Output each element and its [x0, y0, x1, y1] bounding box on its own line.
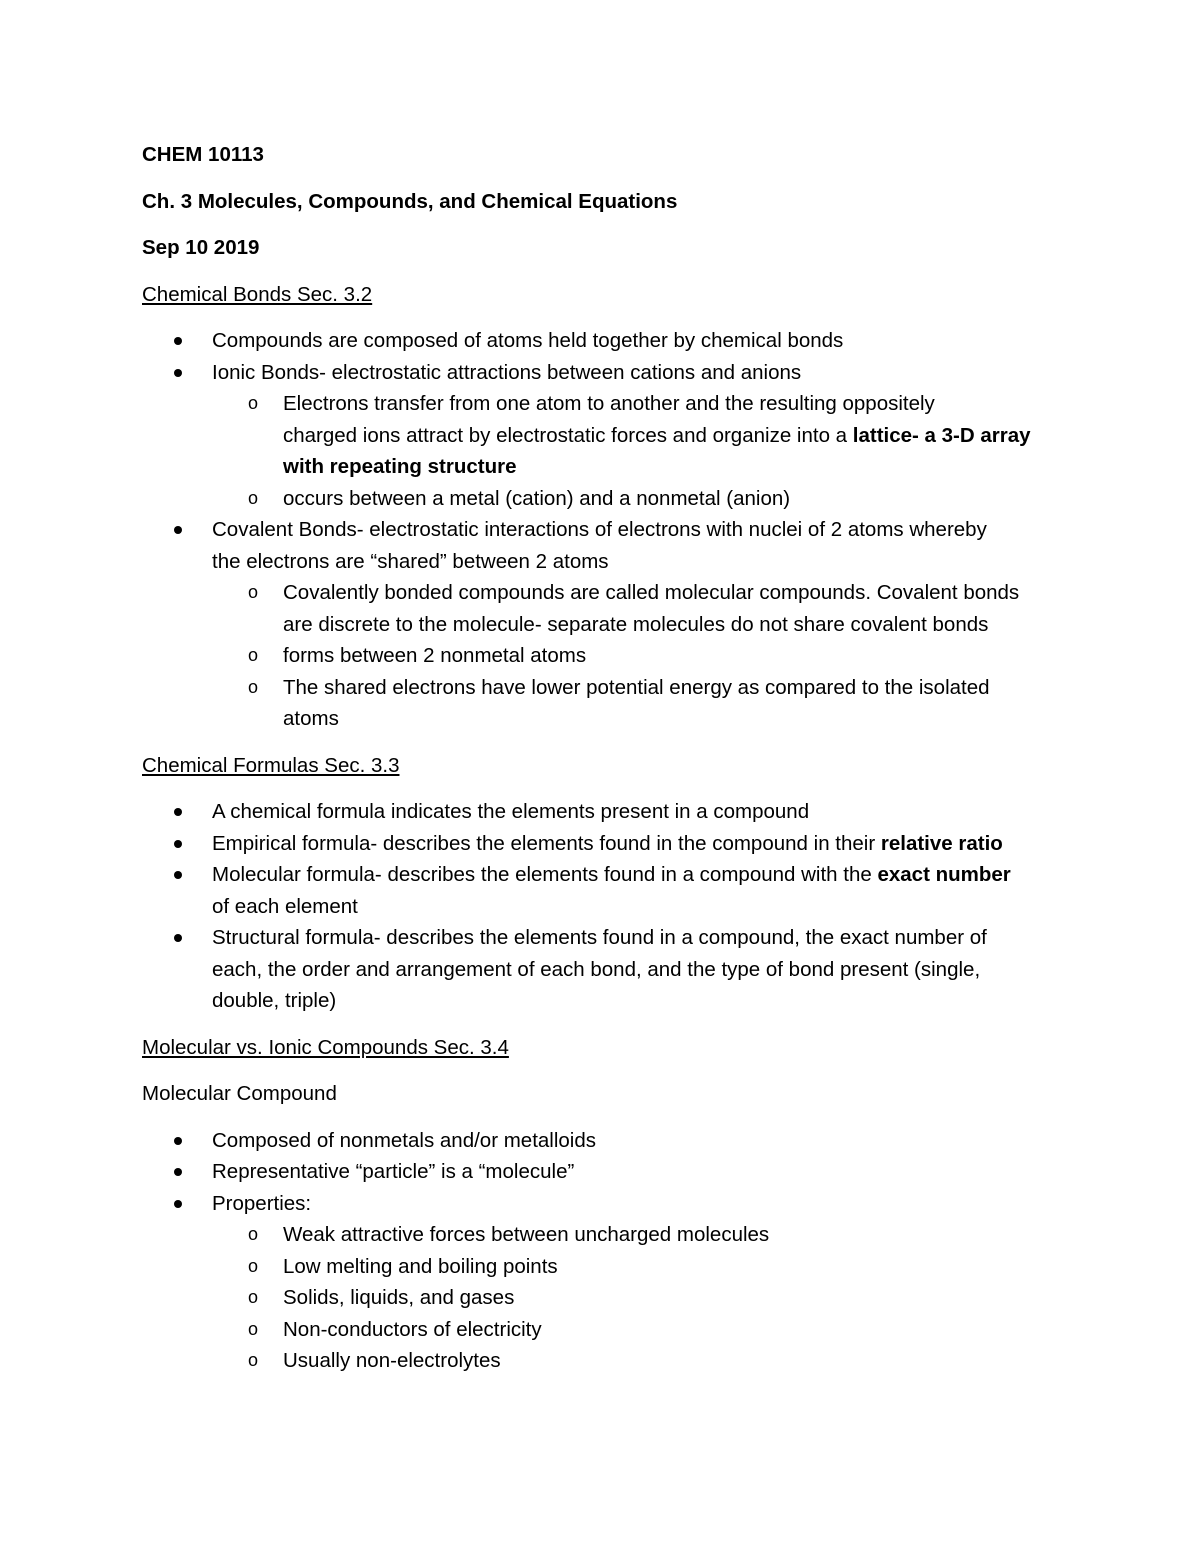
circle-outline-bullet-icon: o	[248, 645, 259, 665]
text-segment: double, triple)	[212, 989, 337, 1012]
sub-list-item	[142, 1345, 1072, 1377]
bullet-icon	[174, 1168, 182, 1176]
bullet-icon	[174, 934, 182, 942]
circle-outline-bullet-icon: o	[248, 676, 259, 697]
list-item	[142, 922, 1072, 1017]
sub-bullet-list	[212, 1219, 1072, 1377]
text-segment: each, the order and arrangement of each bond, and the type of bond present (single,	[212, 957, 981, 981]
sub-list-item	[142, 1251, 1072, 1283]
text-line	[212, 859, 1072, 891]
list-item	[142, 514, 1072, 735]
subheading: Molecular Compound	[142, 1082, 337, 1105]
sub-bullet-list	[212, 577, 1072, 735]
section-title: Chemical Bonds Sec. 3.2	[142, 282, 373, 306]
text-line	[283, 483, 1072, 515]
text-segment: The shared electrons have lower potential energy as compared to the isolated	[283, 675, 990, 699]
text-line	[212, 796, 1072, 828]
sub-list-item	[142, 672, 1072, 735]
text-line	[212, 985, 1072, 1017]
text-segment: Low melting and boiling points	[283, 1254, 558, 1278]
text-segment: Covalent Bonds- electrostatic interactions of electrons with nuclei of 2 atoms whereby	[212, 518, 987, 541]
sub-list-item	[142, 1282, 1072, 1314]
circle-outline-bullet-icon: o	[248, 1224, 259, 1244]
course-code: CHEM 10113	[142, 143, 264, 166]
text-line	[283, 577, 1072, 609]
text-segment: Molecular formula- describes the elements found in a compound with the	[212, 863, 878, 886]
sub-list-item	[142, 1219, 1072, 1251]
list-item	[142, 828, 1072, 860]
text-line	[212, 891, 1072, 923]
text-line	[212, 357, 1072, 389]
bold-term: relative ratio	[880, 831, 1003, 855]
list-item	[142, 1125, 1072, 1157]
text-segment: Non-conductors of electricity	[283, 1317, 542, 1341]
text-line	[212, 325, 1072, 357]
text-segment: the electrons are “shared” between 2 atoms	[212, 549, 609, 573]
text-segment: Representative “particle” is a “molecule”	[212, 1160, 575, 1183]
text-line	[212, 828, 1072, 860]
bold-term: with repeating structure	[283, 455, 517, 478]
text-line	[283, 672, 1072, 704]
text-segment: Ionic Bonds- electrostatic attractions between cations and anions	[212, 360, 802, 384]
text-line	[212, 922, 1072, 954]
lecture-date: Sep 10 2019	[142, 236, 260, 259]
text-segment: forms between 2 nonmetal atoms	[283, 644, 587, 667]
bullet-icon	[174, 526, 182, 534]
text-segment: Composed of nonmetals and/or metalloids	[212, 1128, 597, 1152]
list-item	[142, 1188, 1072, 1377]
text-segment: Solids, liquids, and gases	[283, 1286, 515, 1309]
bullet-icon	[174, 808, 182, 816]
text-segment: atoms	[283, 707, 339, 730]
section-title: Molecular vs. Ionic Compounds Sec. 3.4	[142, 1035, 509, 1059]
list-item	[142, 859, 1072, 922]
list-item	[142, 1156, 1072, 1188]
text-line	[283, 703, 1072, 735]
bullet-icon	[174, 1200, 182, 1208]
bullet-list	[142, 1125, 1072, 1377]
bold-term: exact number	[877, 863, 1011, 886]
document-body	[142, 139, 1072, 1392]
text-segment: Weak attractive forces between uncharged molecules	[283, 1223, 770, 1246]
text-line	[283, 609, 1072, 641]
text-line	[283, 1219, 1072, 1251]
text-line	[283, 388, 1072, 420]
text-line	[283, 640, 1072, 672]
text-segment: Electrons transfer from one atom to another and the resulting oppositely	[283, 392, 935, 415]
text-line	[283, 451, 1072, 483]
text-line	[283, 1345, 1072, 1377]
text-segment: occurs between a metal (cation) and a nonmetal (anion)	[283, 486, 791, 510]
text-line	[283, 1251, 1072, 1283]
sub-list-item	[142, 483, 1072, 515]
text-line	[212, 1125, 1072, 1157]
sub-list-item	[142, 1314, 1072, 1346]
bullet-icon	[174, 369, 182, 377]
text-segment: Properties:	[212, 1191, 312, 1215]
sub-list-item	[142, 388, 1072, 483]
circle-outline-bullet-icon: o	[248, 1255, 259, 1276]
circle-outline-bullet-icon: o	[248, 1287, 259, 1307]
bullet-icon	[174, 1137, 182, 1145]
circle-outline-bullet-icon: o	[248, 487, 259, 508]
text-line	[212, 954, 1072, 986]
text-segment: Compounds are composed of atoms held together by chemical bonds	[212, 329, 844, 352]
chapter-title: Ch. 3 Molecules, Compounds, and Chemical Equations	[142, 189, 678, 213]
circle-outline-bullet-icon: o	[248, 1350, 259, 1370]
bullet-icon	[174, 871, 182, 879]
sub-bullet-list	[212, 388, 1072, 514]
text-line	[212, 546, 1072, 578]
text-segment: A chemical formula indicates the elements present in a compound	[212, 800, 810, 823]
bullet-icon	[174, 840, 182, 848]
sub-list-item	[142, 640, 1072, 672]
text-line	[283, 1282, 1072, 1314]
text-line	[212, 514, 1072, 546]
text-segment: Covalently bonded compounds are called molecular compounds. Covalent bonds	[283, 581, 1020, 604]
bullet-list	[142, 796, 1072, 1017]
text-segment: Structural formula- describes the elements found in a compound, the exact number of	[212, 926, 987, 949]
list-item	[142, 325, 1072, 357]
text-line	[283, 420, 1072, 452]
text-segment: charged ions attract by electrostatic forces and organize into a	[283, 423, 853, 447]
text-segment: Usually non-electrolytes	[283, 1349, 501, 1372]
text-segment: of each element	[212, 894, 358, 918]
text-segment: are discrete to the molecule- separate molecules do not share covalent bonds	[283, 612, 989, 636]
circle-outline-bullet-icon: o	[248, 393, 259, 413]
list-item	[142, 796, 1072, 828]
text-line	[283, 1314, 1072, 1346]
bullet-list	[142, 325, 1072, 735]
circle-outline-bullet-icon: o	[248, 582, 259, 602]
sections-container	[142, 279, 1072, 1377]
section-title: Chemical Formulas Sec. 3.3	[142, 753, 400, 777]
text-line	[212, 1188, 1072, 1220]
bullet-icon	[174, 337, 182, 345]
list-item	[142, 357, 1072, 515]
text-line	[212, 1156, 1072, 1188]
circle-outline-bullet-icon: o	[248, 1318, 259, 1339]
text-segment: Empirical formula- describes the elements found in the compound in their	[212, 831, 881, 855]
bold-term: lattice- a 3-D array	[852, 423, 1031, 447]
sub-list-item	[142, 577, 1072, 640]
